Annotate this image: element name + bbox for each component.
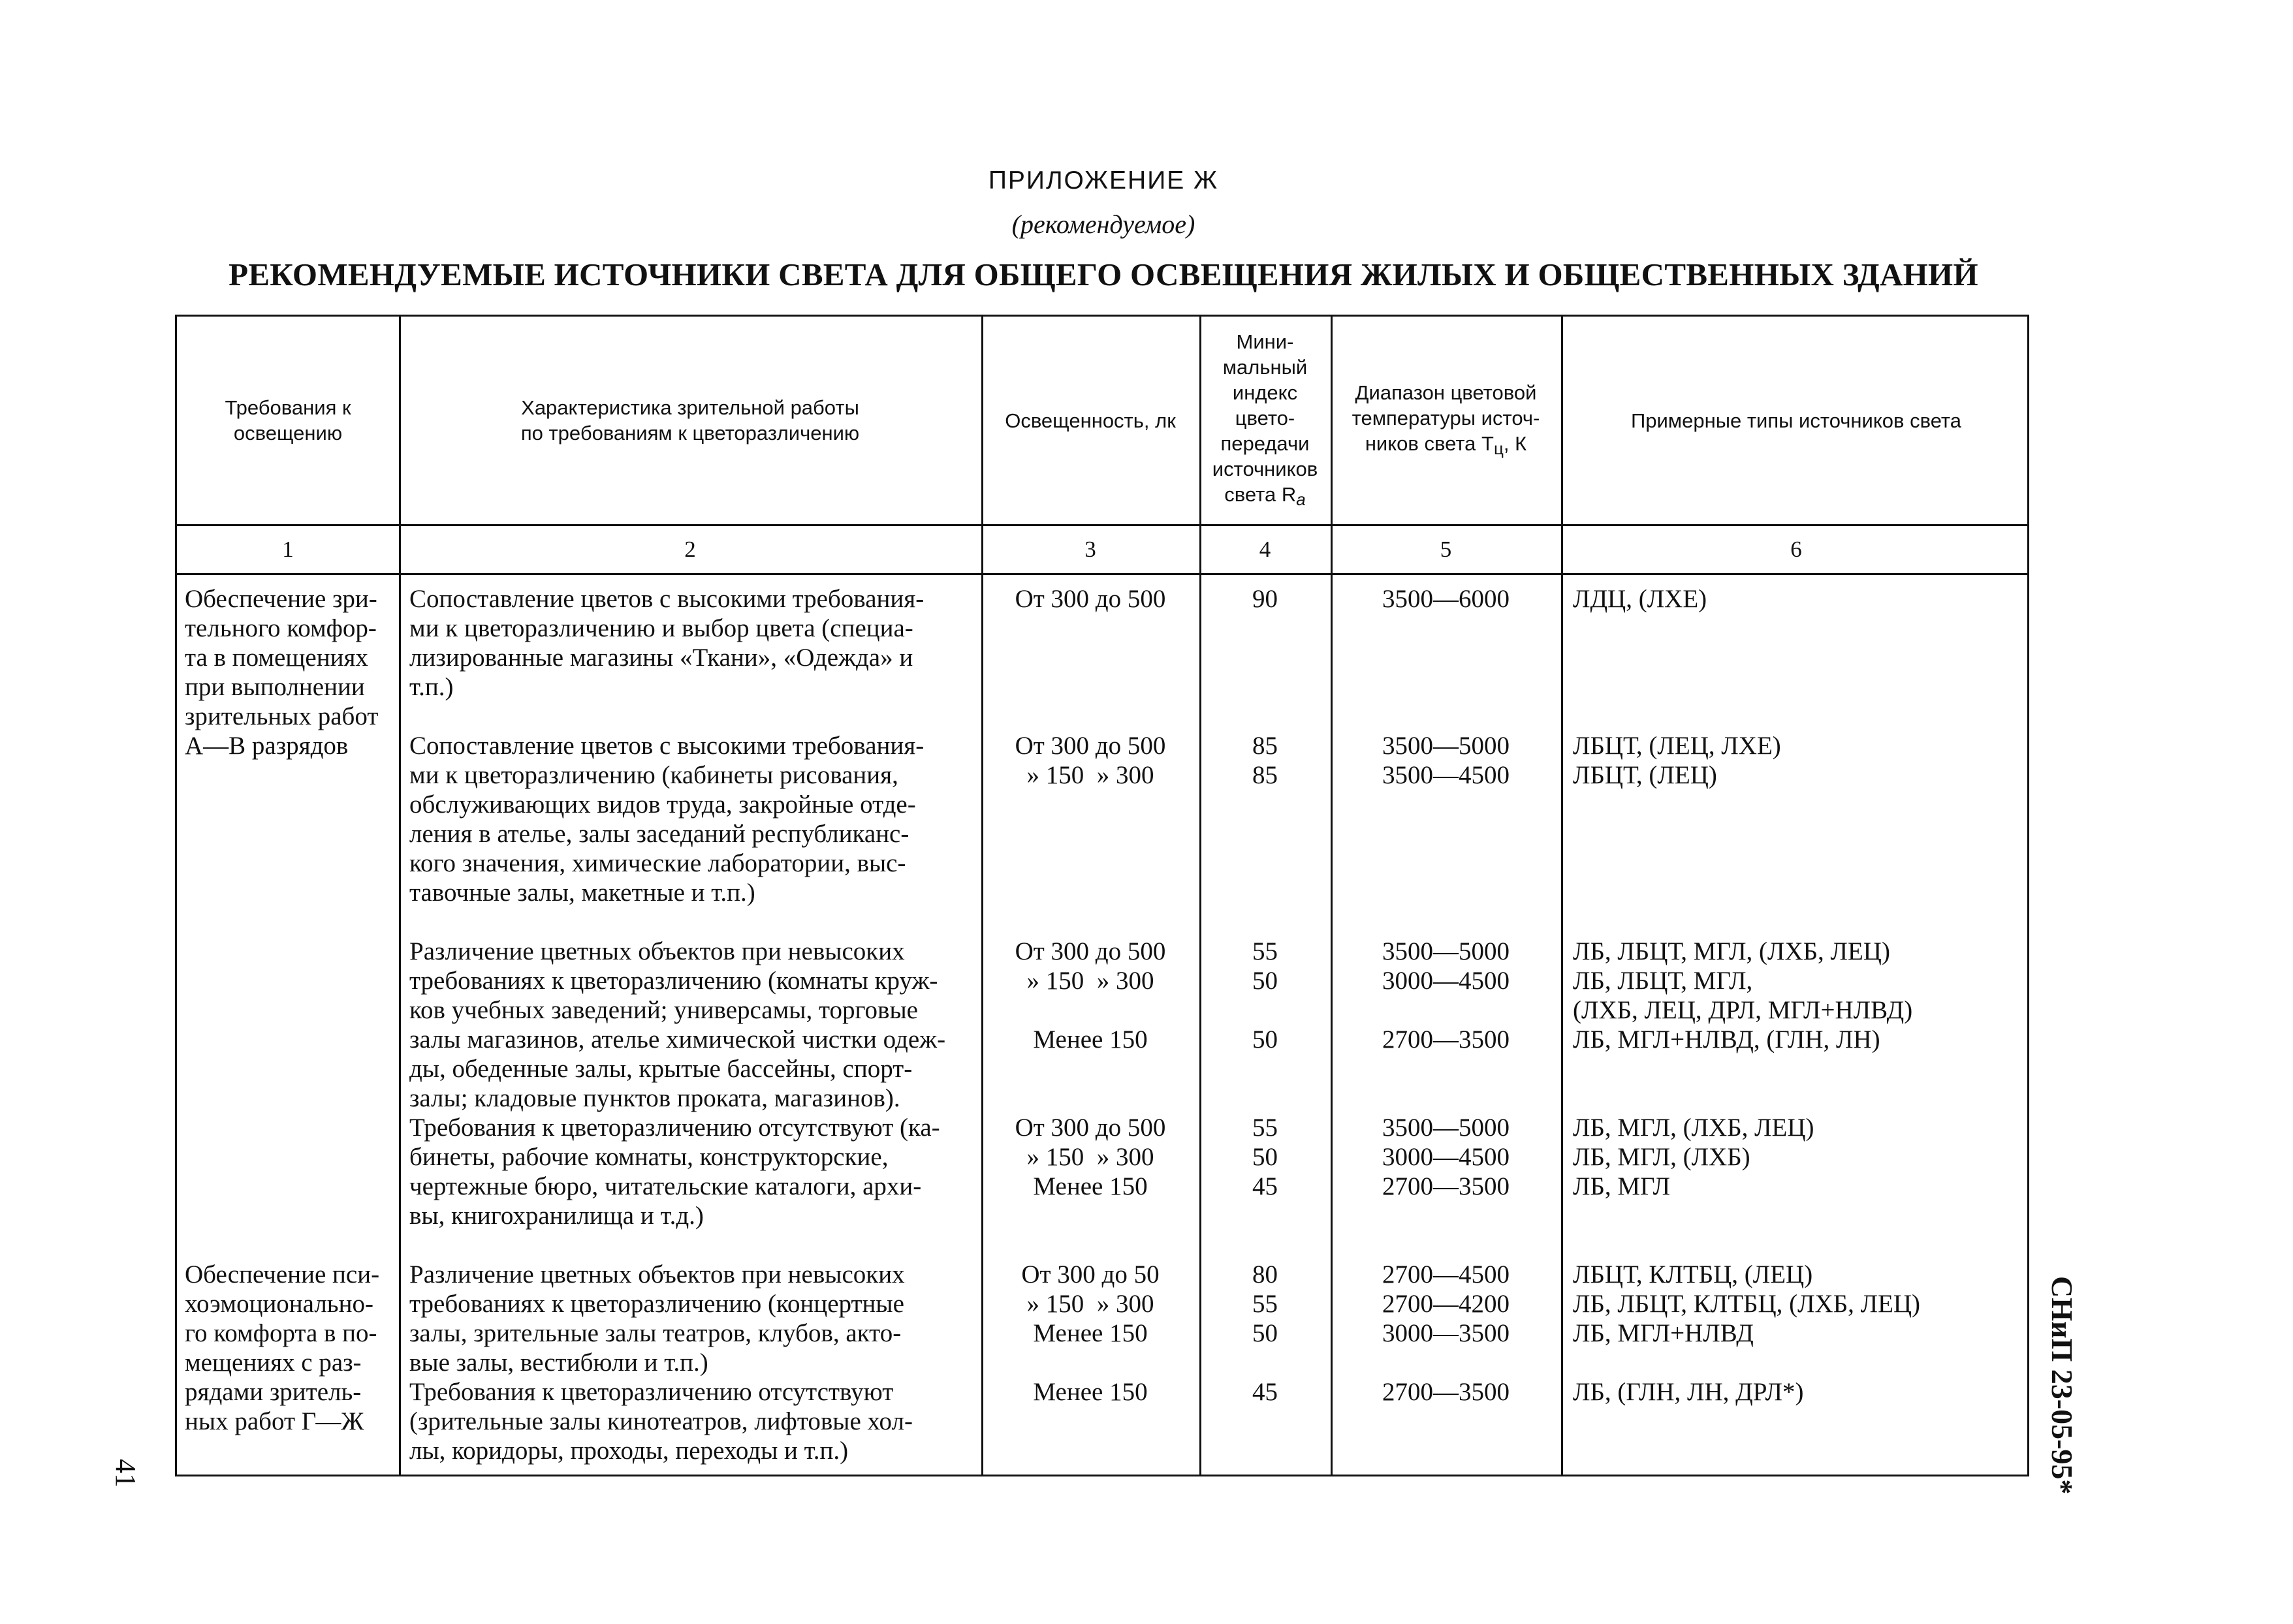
work-cell: Различение цветных объектов при невысоких требованиях к цветоразличению (концертные залы, зрительные залы театров, клубов, акто- вые залы, вестибюли и т.п.) — [409, 1260, 905, 1377]
column-number: 1 — [282, 537, 294, 562]
header-requirements: Требования к освещению — [225, 396, 351, 445]
appendix-subtitle: (рекомендуемое) — [1011, 210, 1195, 239]
column-number: 2 — [684, 537, 696, 562]
work-cell: Требования к цветоразличению отсутствуют (зрительные залы кинотеатров, лифтовые хол- лы, коридоры, проходы, переходы и т.п.) — [409, 1378, 913, 1465]
work-cell: Сопоставление цветов с высокими требования- ми к цветоразличению и выбор цвета (специа- лизированные магазины «Ткани», «Одежда» и т.п.) — [409, 585, 925, 701]
page-title: РЕКОМЕНДУЕМЫЕ ИСТОЧНИКИ СВЕТА ДЛЯ ОБЩЕГО ОСВЕЩЕНИЯ ЖИЛЫХ И ОБЩЕСТВЕННЫХ ЗДАНИЙ — [229, 257, 1978, 292]
header-work-characteristics: Характеристика зрительной работы по требованиям к цветоразличению — [520, 396, 860, 445]
ra-cell: 55 50 50 — [1252, 937, 1278, 1054]
page-number: 41 — [110, 1459, 142, 1488]
ra-cell: 85 85 — [1252, 732, 1278, 789]
header-ra-subscript: a — [1296, 489, 1306, 509]
temperature-cell: 3500—6000 — [1382, 585, 1510, 613]
column-number: 5 — [1440, 537, 1452, 562]
temperature-cell: 2700—3500 — [1382, 1378, 1510, 1406]
source-types-cell: ЛДЦ, (ЛХЕ) — [1573, 585, 1707, 613]
header-color-rendering-index — [1199, 317, 1331, 524]
document-code: СНиП 23-05-95* — [2046, 1276, 2079, 1495]
illuminance-cell: От 300 до 500 — [1015, 585, 1166, 613]
illuminance-cell: От 300 до 50 » 150 » 300 Менее 150 — [1021, 1260, 1160, 1347]
light-sources-table — [175, 315, 2029, 1476]
header-temp-subscript: ц — [1493, 438, 1504, 458]
source-types-cell: ЛБ, ЛБЦТ, МГЛ, (ЛХБ, ЛЕЦ) ЛБ, ЛБЦТ, МГЛ, (ЛХБ, ЛЕЦ, ДРЛ, МГЛ+НЛВД) ЛБ, МГЛ+НЛВД, (ГЛН, ЛН) — [1573, 937, 1913, 1054]
header-temp-text: Диапазон цветовой температуры источ- ников света T — [1352, 381, 1540, 455]
ra-cell: 80 55 50 — [1252, 1260, 1278, 1347]
temperature-cell: 2700—4500 2700—4200 3000—3500 — [1382, 1260, 1510, 1347]
illuminance-cell: От 300 до 500 » 150 » 300 Менее 150 — [1015, 937, 1166, 1054]
illuminance-cell: От 300 до 500 » 150 » 300 Менее 150 — [1015, 1114, 1166, 1200]
header-illuminance: Освещенность, лк — [1005, 409, 1176, 432]
temperature-cell: 3500—5000 3000—4500 2700—3500 — [1382, 1114, 1510, 1200]
ra-cell: 90 — [1252, 585, 1278, 613]
source-types-cell: ЛБ, (ГЛН, ЛН, ДРЛ*) — [1573, 1378, 1804, 1406]
work-cell: Сопоставление цветов с высокими требования- ми к цветоразличению (кабинеты рисования, обслуживающих видов труда, закройные отде- ления в ателье, залы заседаний республиканс- кого значения, химические лаборатории, выс- тавочные залы, макетные и т.п.) — [409, 732, 925, 907]
requirement-cell: Обеспечение пси- хоэмоционально- го комфорта в по- мещениях с раз- рядами зритель- ных работ Г—Ж — [185, 1260, 380, 1435]
ra-cell: 45 — [1252, 1378, 1278, 1406]
source-types-cell: ЛБ, МГЛ, (ЛХБ, ЛЕЦ) ЛБ, МГЛ, (ЛХБ) ЛБ, МГЛ — [1573, 1114, 1814, 1200]
temperature-cell: 3500—5000 3500—4500 — [1382, 732, 1510, 789]
header-temp-unit: , К — [1503, 431, 1527, 455]
illuminance-cell: От 300 до 500 » 150 » 300 — [1015, 732, 1166, 789]
temperature-cell: 3500—5000 3000—4500 2700—3500 — [1382, 937, 1510, 1054]
source-types-cell: ЛБЦТ, (ЛЕЦ, ЛХЕ) ЛБЦТ, (ЛЕЦ) — [1573, 732, 1781, 789]
source-types-cell: ЛБЦТ, КЛТБЦ, (ЛЕЦ) ЛБ, ЛБЦТ, КЛТБЦ, (ЛХБ, ЛЕЦ) ЛБ, МГЛ+НЛВД — [1573, 1260, 1921, 1347]
work-cell: Различение цветных объектов при невысоких требованиях к цветоразличению (комнаты круж- ков учебных заведений; универсамы, торговые залы магазинов, ателье химической чистки одеж- ды, обеденные залы, крытые бассейны, спорт- залы; кладовые пунктов проката, магазинов). — [409, 937, 946, 1112]
header-color-temperature — [1331, 317, 1561, 524]
header-source-types: Примерные типы источников света — [1630, 409, 1962, 432]
header-ra-text: Мини- мальный индекс цвето- передачи источников света R — [1212, 330, 1318, 506]
illuminance-cell: Менее 150 — [1033, 1378, 1148, 1406]
ra-cell: 55 50 45 — [1252, 1114, 1278, 1200]
column-number: 6 — [1790, 537, 1802, 562]
column-number: 4 — [1259, 537, 1271, 562]
work-cell: Требования к цветоразличению отсутствуют (ка- бинеты, рабочие комнаты, конструкторские, чертежные бюро, читательские каталоги, архи- вы, книгохранилища и т.д.) — [409, 1114, 940, 1230]
column-number: 3 — [1084, 537, 1096, 562]
requirement-cell: Обеспечение зри- тельного комфор- та в помещениях при выполнении зрительных работ А—В разрядов — [185, 585, 379, 760]
appendix-label: ПРИЛОЖЕНИЕ Ж — [988, 166, 1219, 195]
